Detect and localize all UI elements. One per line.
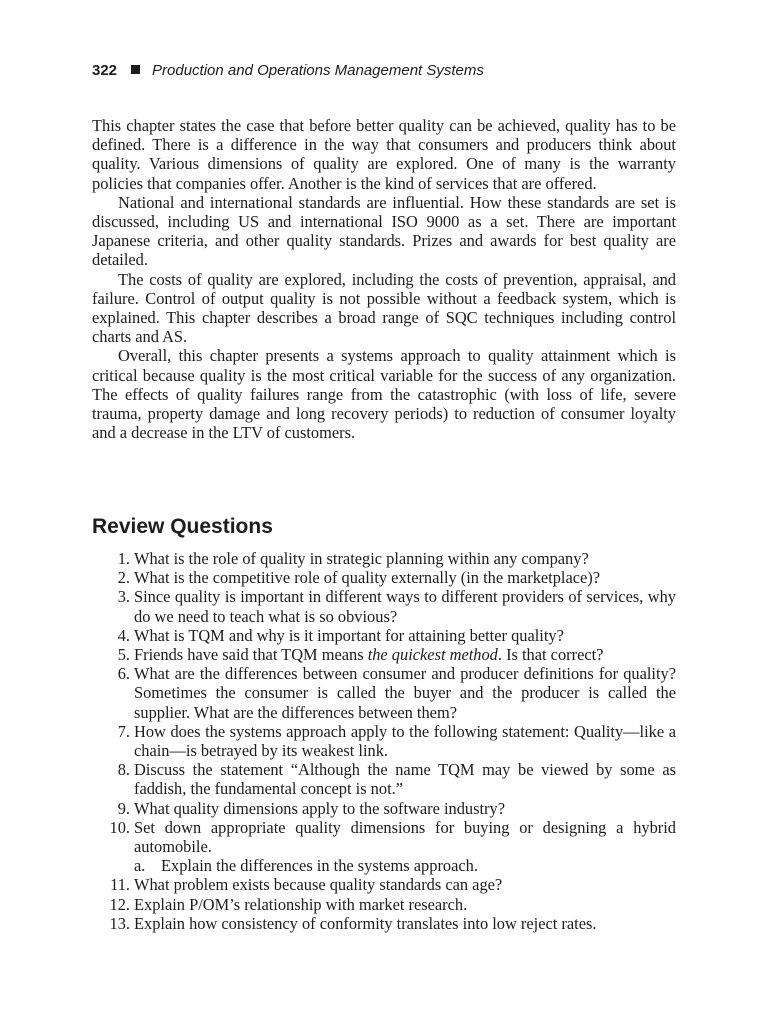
question-number: 11. [110, 875, 130, 895]
question-number: 1. [117, 549, 130, 568]
question-text: Since quality is important in different ways to different providers of services, why do we need to teach what is so obvious? [134, 587, 676, 626]
question-text: What is the competitive role of quality externally (in the marketplace)? [134, 568, 601, 588]
question-number: 2. [117, 568, 130, 588]
question-number: 4. [117, 625, 130, 645]
question-number: 8. [117, 760, 130, 780]
question-text: Discuss the statement “Although the name TQM may be viewed by some as faddish, the fundamental concept is not.” [134, 760, 676, 799]
question-item [92, 722, 676, 760]
question-item [92, 799, 676, 818]
question-item [92, 645, 676, 664]
sub-question-text: Explain the differences in the systems approach. [161, 856, 478, 876]
question-text [134, 645, 603, 664]
question-item [92, 914, 676, 933]
square-bullet-icon [131, 65, 140, 74]
paragraph: National and international standards are influential. How these standards are set is discussed, including US and international ISO 9000 as a set. There are important Japanese criteria, and other quality standards. Prizes and awards for best quality are detailed. [92, 192, 676, 270]
question-number: 13. [109, 913, 130, 933]
question-text: Explain how consistency of conformity translates into low reject rates. [134, 913, 597, 933]
question-item [92, 549, 676, 568]
question-item [92, 587, 676, 625]
question-text: What problem exists because quality standards can age? [134, 875, 503, 895]
sub-question-list [134, 856, 676, 875]
book-title: Production and Operations Management Systems [152, 62, 484, 79]
emphasized-phrase: the quickest method [367, 645, 498, 665]
question-text: How does the systems approach apply to the following statement: Quality—like a chain—is betrayed by its weakest link. [134, 721, 676, 761]
section-heading: Review Questions [92, 515, 273, 538]
sub-question-letter: a. [134, 856, 146, 876]
running-header [92, 61, 484, 81]
paragraph: Overall, this chapter presents a systems approach to quality attainment which is critical because quality is the most critical variable for the success of any organization. The effects of quality failures range from the catastrophic (with loss of life, severe trauma, property damage and long recovery periods) to reduction of consumer loyalty and a decrease in the LTV of customers. [92, 346, 676, 443]
paragraph: The costs of quality are explored, including the costs of prevention, appraisal, and failure. Control of output quality is not possible without a feedback system, which is explained. This chapter describes a broad range of SQC techniques including control charts and AS. [92, 269, 676, 347]
question-item [92, 568, 676, 587]
question-text: What quality dimensions apply to the software industry? [134, 798, 505, 818]
question-item [92, 818, 676, 876]
question-text-start: Friends have said that TQM means [134, 645, 368, 665]
sub-question-item [134, 856, 676, 875]
question-text: Set down appropriate quality dimensions for buying or designing a hybrid automobile. [134, 817, 676, 857]
question-item [92, 875, 676, 894]
question-number: 5. [117, 645, 130, 665]
chapter-summary [92, 116, 676, 442]
question-item [92, 760, 676, 798]
question-number: 7. [117, 721, 130, 741]
question-item [92, 626, 676, 645]
question-number: 3. [117, 587, 130, 607]
question-number: 9. [117, 798, 130, 818]
question-number: 10. [109, 817, 130, 837]
question-number: 12. [109, 894, 130, 914]
question-text: What is TQM and why is it important for attaining better quality? [134, 625, 564, 645]
question-text-end: . Is that correct? [497, 645, 604, 665]
paragraph: This chapter states the case that before better quality can be achieved, quality has to be defined. There is a difference in the way that consumers and producers think about quality. Various dimensions of quality are explored. One of many is the warranty policies that companies offer. Another is the kind of services that are offered. [92, 116, 676, 193]
question-text: What is the role of quality in strategic planning within any company? [134, 549, 589, 568]
page-number: 322 [92, 62, 118, 79]
question-text: Explain P/OM’s relationship with market research. [134, 894, 468, 914]
question-text: What are the differences between consumer and producer definitions for quality? Sometimes the consumer is called the buyer and the producer is called the supplier. What are the differences between them? [134, 664, 676, 722]
question-number: 6. [117, 664, 130, 684]
review-questions-list [92, 549, 676, 933]
question-item [92, 664, 676, 722]
question-item [92, 895, 676, 914]
